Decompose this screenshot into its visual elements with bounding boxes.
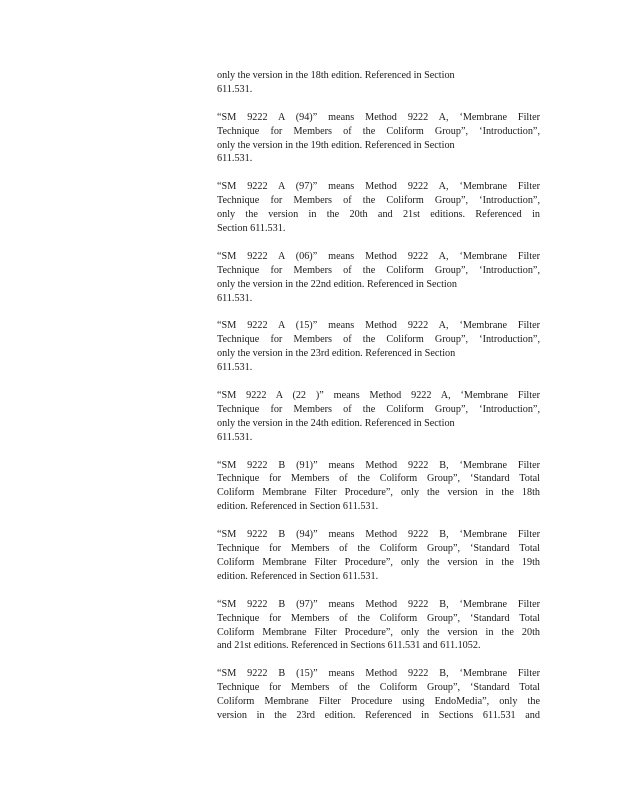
text-line: “SM 9222 A (97)” means Method 9222 A, ‘Membrane Filter bbox=[217, 181, 540, 193]
text-line: Technique for Members of the Coliform Group”, ‘Introduction”, bbox=[217, 195, 540, 207]
text-line: Technique for Members of the Coliform Group”, ‘Standard Total bbox=[217, 612, 540, 624]
text-line: only the version in the 23rd edition. Referenced in Section bbox=[217, 348, 456, 360]
text-line: edition. Referenced in Section 611.531. bbox=[217, 501, 379, 513]
text-line: Coliform Membrane Filter Procedure using EndoMedia”, only the bbox=[217, 696, 540, 708]
definition-paragraph bbox=[217, 180, 540, 236]
text-line: “SM 9222 B (15)” means Method 9222 B, ‘Membrane Filter bbox=[217, 668, 540, 680]
text-line: version in the 23rd edition. Referenced in Sections 611.531 and bbox=[217, 709, 540, 721]
text-line: “SM 9222 A (06)” means Method 9222 A, ‘Membrane Filter bbox=[217, 250, 540, 262]
definition-paragraph bbox=[217, 528, 540, 584]
text-line: Technique for Members of the Coliform Group”, ‘Introduction”, bbox=[217, 264, 540, 276]
text-line: Coliform Membrane Filter Procedure”, only the version in the 19th bbox=[217, 556, 540, 568]
definition-paragraph bbox=[217, 667, 540, 723]
text-line: only the version in the 22nd edition. Referenced in Section bbox=[217, 278, 457, 290]
text-line: Section 611.531. bbox=[217, 223, 286, 235]
text-line: only the version in the 18th edition. Referenced in Section bbox=[217, 70, 455, 81]
definition-paragraph bbox=[217, 459, 540, 515]
definition-paragraph bbox=[217, 598, 540, 654]
text-line: “SM 9222 B (94)” means Method 9222 B, ‘Membrane Filter bbox=[217, 529, 540, 541]
text-line: 611.531. bbox=[217, 292, 253, 304]
definition-paragraph bbox=[217, 389, 540, 445]
definition-paragraph bbox=[217, 319, 540, 375]
text-line: “SM 9222 B (91)” means Method 9222 B, ‘Membrane Filter bbox=[217, 459, 540, 471]
text-line: “SM 9222 A (94)” means Method 9222 A, ‘Membrane Filter bbox=[217, 111, 540, 123]
definition-paragraph bbox=[217, 69, 540, 97]
text-line: “SM 9222 A (22 )” means Method 9222 A, ‘Membrane Filter bbox=[217, 390, 540, 402]
text-line: “SM 9222 A (15)” means Method 9222 A, ‘Membrane Filter bbox=[217, 320, 540, 332]
text-line: Technique for Members of the Coliform Group”, ‘Introduction”, bbox=[217, 125, 540, 137]
text-line: “SM 9222 B (97)” means Method 9222 B, ‘Membrane Filter bbox=[217, 598, 540, 610]
text-line: Technique for Members of the Coliform Group”, ‘Standard Total bbox=[217, 473, 540, 485]
definition-paragraph bbox=[217, 111, 540, 167]
text-line: Technique for Members of the Coliform Group”, ‘Introduction”, bbox=[217, 334, 540, 346]
text-line: 611.531. bbox=[217, 153, 253, 165]
text-line: and 21st editions. Referenced in Sections 611.531 and 611.1052. bbox=[217, 640, 481, 652]
text-line: Technique for Members of the Coliform Group”, ‘Standard Total bbox=[217, 543, 540, 555]
text-line: only the version in the 24th edition. Referenced in Section bbox=[217, 417, 455, 429]
text-line: 611.531. bbox=[217, 431, 253, 443]
text-line: only the version in the 20th and 21st editions. Referenced in bbox=[217, 209, 540, 221]
text-line: 611.531. bbox=[217, 362, 253, 374]
text-line: Technique for Members of the Coliform Group”, ‘Introduction”, bbox=[217, 403, 540, 415]
text-line: Coliform Membrane Filter Procedure”, only the version in the 20th bbox=[217, 626, 540, 638]
text-line: Coliform Membrane Filter Procedure”, only the version in the 18th bbox=[217, 487, 540, 499]
document-body bbox=[217, 69, 540, 737]
definition-paragraph bbox=[217, 250, 540, 306]
text-line: Technique for Members of the Coliform Group”, ‘Standard Total bbox=[217, 682, 540, 694]
text-line: 611.531. bbox=[217, 83, 253, 95]
text-line: edition. Referenced in Section 611.531. bbox=[217, 570, 379, 582]
text-line: only the version in the 19th edition. Referenced in Section bbox=[217, 139, 455, 151]
